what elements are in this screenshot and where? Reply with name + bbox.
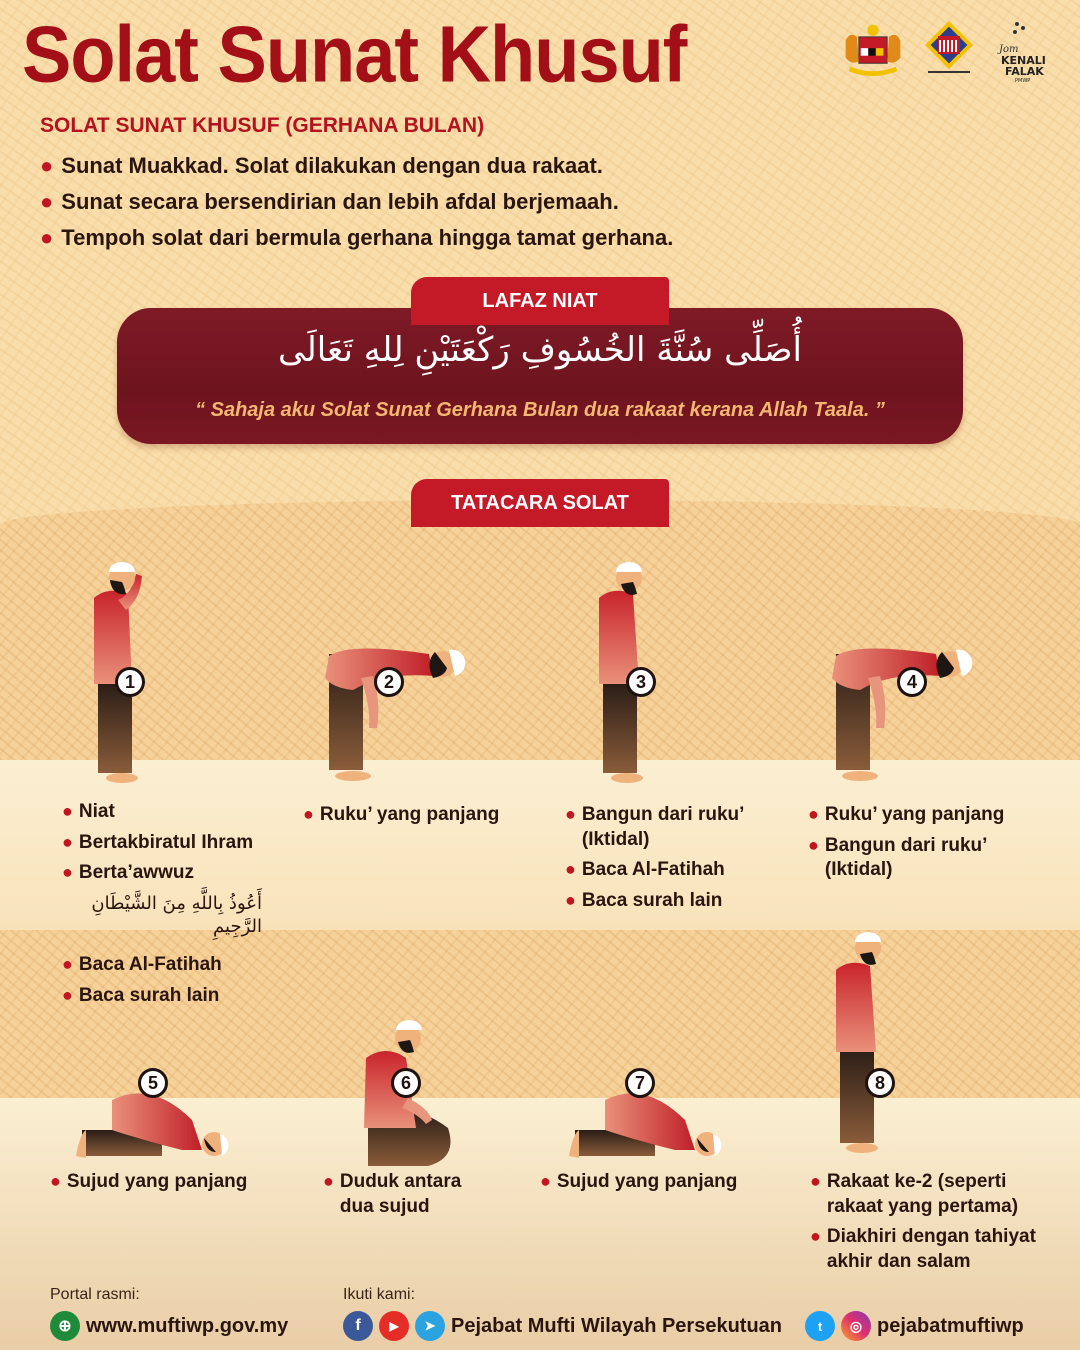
- intro-point: ● Sunat Muakkad. Solat dilakukan dengan dua rakaat.: [40, 153, 603, 178]
- bullet-icon: ●: [565, 804, 576, 824]
- niat-panel: [117, 308, 963, 444]
- intro-point: ● Tempoh solat dari bermula gerhana hingga tamat gerhana.: [40, 225, 674, 250]
- bullet-icon: ●: [540, 1171, 551, 1191]
- youtube-icon[interactable]: ▶: [379, 1311, 409, 1341]
- niat-arabic: أُصَلِّى سُنَّةَ الخُسُوفِ رَكْعَتَيْنِ لِلهِ تَعَالَى: [278, 330, 802, 370]
- bullet-icon: ●: [62, 801, 73, 821]
- figure-step-4: [832, 640, 982, 790]
- bullet-icon: ●: [40, 225, 54, 250]
- svg-text:KENALI: KENALI: [1001, 54, 1046, 67]
- bullet-icon: ●: [50, 1171, 61, 1191]
- figure-step-8: [832, 928, 902, 1163]
- telegram-icon[interactable]: ➤: [415, 1311, 445, 1341]
- social-page-link[interactable]: f ▶ ➤ Pejabat Mufti Wilayah Persekutuan: [343, 1311, 782, 1341]
- bullet-icon: ●: [62, 831, 73, 852]
- instagram-icon[interactable]: ◎: [841, 1311, 871, 1341]
- bullet-icon: ●: [808, 804, 819, 824]
- step-number: 1: [115, 667, 145, 697]
- bullet-icon: ●: [40, 153, 54, 178]
- bullet-icon: ●: [565, 859, 576, 880]
- globe-icon: ⊕: [50, 1311, 80, 1341]
- bullet-icon: ●: [810, 1171, 821, 1191]
- intro-heading: SOLAT SUNAT KHUSUF (GERHANA BULAN): [40, 114, 485, 137]
- step-6-text: ● Duduk antara dua sujud: [323, 1170, 483, 1225]
- portal-link[interactable]: ⊕ www.muftiwp.gov.my: [50, 1311, 288, 1341]
- intro-points: [40, 148, 673, 256]
- step-number: 5: [138, 1068, 168, 1098]
- step-number: 7: [625, 1068, 655, 1098]
- bullet-icon: ●: [810, 1226, 821, 1247]
- jata-negara-logo: [840, 18, 906, 84]
- bullet-icon: ●: [808, 834, 819, 855]
- bullet-icon: ●: [303, 804, 314, 824]
- step-number: 4: [897, 667, 927, 697]
- step-number: 2: [374, 667, 404, 697]
- step-2-text: ● Ruku’ yang panjang: [303, 803, 499, 834]
- portal-label: Portal rasmi:: [50, 1286, 140, 1303]
- step-4-text: ● Ruku’ yang panjang ● Bangun dari ruku’ (Iktidal): [808, 803, 1028, 889]
- niat-label: LAFAZ NIAT: [411, 277, 669, 325]
- bullet-icon: ●: [323, 1171, 334, 1191]
- figure-step-2: [325, 640, 475, 790]
- jom-kenali-falak-logo: [992, 18, 1058, 84]
- tatacara-label: TATACARA SOLAT: [411, 479, 669, 527]
- taawwuz-arabic: أَعُوذُ بِاللَّهِ مِنَ الشَّيْطَانِ الرَّجِيمِ: [91, 893, 262, 938]
- twitter-icon[interactable]: t: [805, 1311, 835, 1341]
- svg-text:Jom: Jom: [999, 44, 1019, 55]
- intro-point: ● Sunat secara bersendirian dan lebih afdal berjemaah.: [40, 189, 619, 214]
- social-handle-link[interactable]: t ◎ pejabatmuftiwp: [805, 1311, 1024, 1341]
- logos: [840, 18, 1058, 84]
- bullet-icon: ●: [565, 890, 576, 911]
- niat-translation: “ Sahaja aku Solat Sunat Gerhana Bulan dua rakaat kerana Allah Taala. ”: [195, 399, 885, 421]
- follow-label: Ikuti kami:: [343, 1286, 416, 1303]
- bullet-icon: ●: [62, 953, 73, 974]
- pejabat-mufti-logo: [916, 18, 982, 84]
- step-1-text: ● Niat ● Bertakbiratul Ihram ● Berta’awwuz أَعُوذُ بِاللَّهِ مِنَ الشَّيْطَانِ الرَّجِيمِ ● Baca Al-Fatihah ● Baca surah lain: [62, 800, 262, 1014]
- svg-text:FALAK: FALAK: [1005, 65, 1044, 78]
- step-8-text: ● Rakaat ke-2 (seperti rakaat yang pertama) ● Diakhiri dengan tahiyat akhir dan salam: [810, 1170, 1050, 1281]
- svg-text:PMWP: PMWP: [1015, 78, 1031, 84]
- step-number: 3: [626, 667, 656, 697]
- step-number: 8: [865, 1068, 895, 1098]
- step-5-text: ● Sujud yang panjang: [50, 1170, 247, 1201]
- bullet-icon: ●: [40, 189, 54, 214]
- step-3-text: ● Bangun dari ruku’ (Iktidal) ● Baca Al-Fatihah ● Baca surah lain: [565, 803, 765, 920]
- page-title: Solat Sunat Khusuf: [22, 9, 687, 99]
- bullet-icon: ●: [62, 862, 73, 883]
- bullet-icon: ●: [62, 984, 73, 1005]
- facebook-icon[interactable]: f: [343, 1311, 373, 1341]
- step-number: 6: [391, 1068, 421, 1098]
- step-7-text: ● Sujud yang panjang: [540, 1170, 737, 1201]
